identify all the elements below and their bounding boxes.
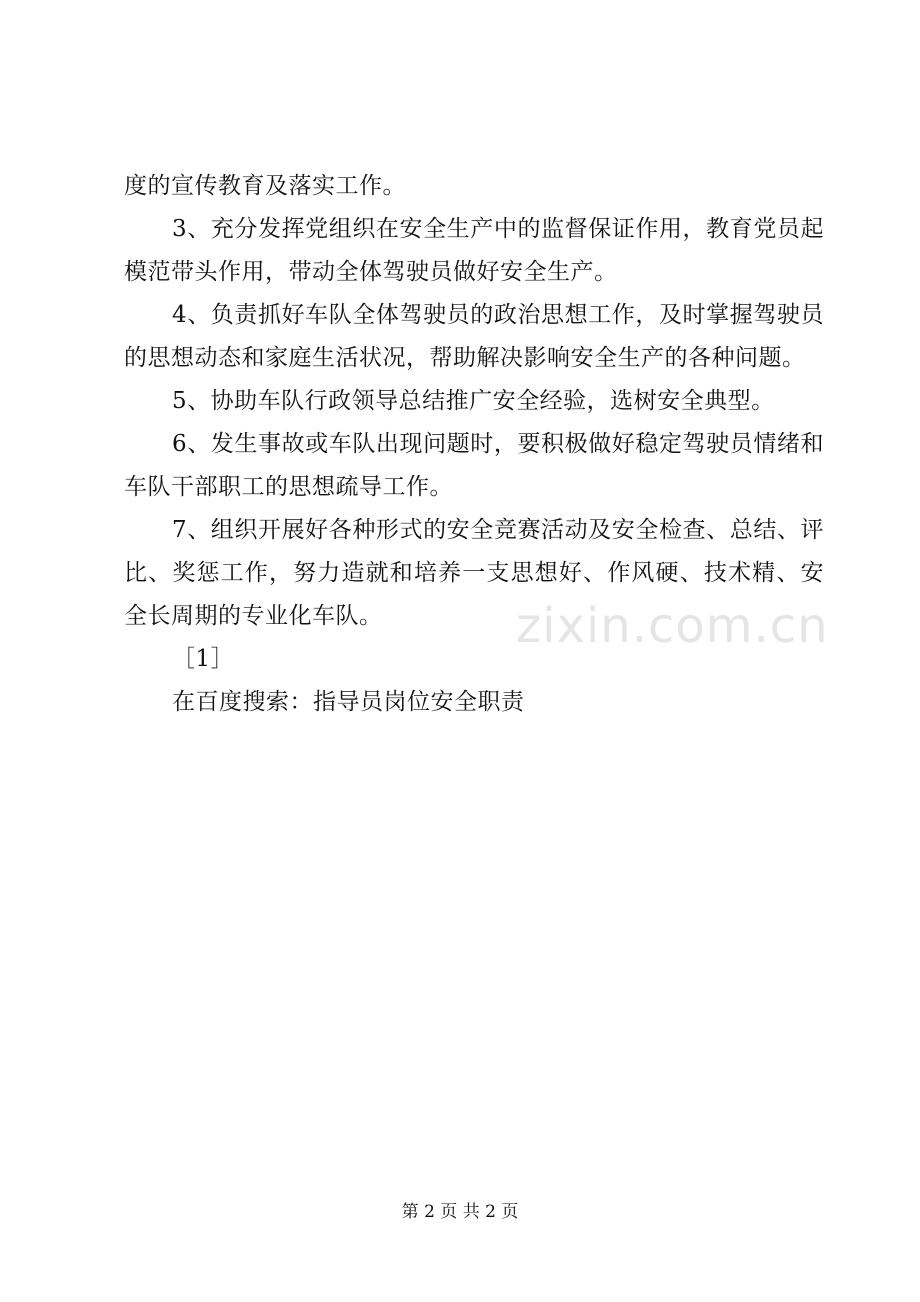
paragraph-item-4: 4、负责抓好车队全体驾驶员的政治思想工作，及时掌握驾驶员的思想动态和家庭生活状况，帮助解决影响安全生产的各种问题。: [124, 302, 824, 371]
paragraph-item-5: 5、协助车队行政领导总结推广安全经验，选树安全典型。: [172, 388, 775, 414]
paragraph-item-6: 6、发生事故或车队出现问题时，要积极做好稳定驾驶员情绪和车队干部职工的思想疏导工作。: [124, 431, 824, 500]
watermark-text: zixin.com.cn: [516, 598, 829, 654]
search-hint: 在百度搜索：指导员岗位安全职责: [172, 689, 525, 715]
paragraph-item-3: 3、充分发挥党组织在安全生产中的监督保证作用，教育党员起模范带头作用，带动全体驾驶员做好安全生产。: [124, 216, 824, 285]
reference-marker: ［1］: [172, 646, 235, 672]
paragraph-item-7: 7、组织开展好各种形式的安全竞赛活动及安全检查、总结、评比、奖惩工作，努力造就和培养一支思想好、作风硬、技术精、安全长周期的专业化车队。: [124, 517, 824, 629]
paragraph-continuation: 度的宣传教育及落实工作。: [124, 173, 406, 199]
document-body: [124, 165, 824, 724]
page-footer: 第 2 页 共 2 页: [401, 1202, 519, 1222]
